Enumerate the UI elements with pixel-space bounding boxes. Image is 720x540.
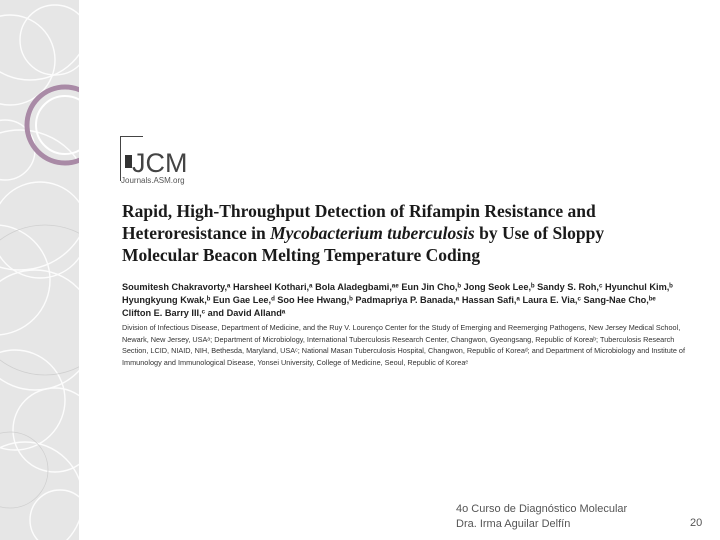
author-list <box>122 281 687 320</box>
slide-footer <box>456 502 627 532</box>
authors-line-3: Clifton E. Barry III,ᶜ and David Allandᵃ <box>122 308 286 318</box>
title-line-2-post: by Use of Sloppy <box>474 223 605 243</box>
decorative-sidebar <box>0 0 79 540</box>
footer-course: 4o Curso de Diagnóstico Molecular <box>456 503 628 515</box>
journal-logo-mark: JCM <box>132 148 188 178</box>
slide-number: 20 <box>690 517 703 529</box>
affiliations: Division of Infectious Disease, Department of Medicine, and the Ruy V. Lourenço Center for the Study of Emerging and Reemerging Pathogens, New Jersey Medical School, Newark, New Jersey, USAᵃ; Department of Microbiology, International Tuberculosis Research Center, Changwon, Gyeongsang, Republic of Koreaᵇ; Tuberculosis Research Section, LCID, NIAID, NIH, Bethesda, Maryland, USAᶜ; National Masan Tuberculosis Hospital, Changwon, Republic of Koreaᵈ; and Department of Microbiology and Institute of Immunology and Immunological Disease, Yonsei University, College of Medicine, Seoul, Republic of Koreaᵉ <box>122 323 686 367</box>
title-line-3: Molecular Beacon Melting Temperature Coding <box>122 245 481 265</box>
title-line-1: Rapid, High-Throughput Detection of Rifampin Resistance and <box>122 201 596 221</box>
swirl-pattern-icon <box>0 0 79 540</box>
article-title <box>122 200 682 266</box>
title-line-2-pre: Heteroresistance in <box>122 223 271 243</box>
footer-presenter: Dra. Irma Aguilar Delfín <box>456 518 571 530</box>
journal-logo <box>120 136 200 188</box>
journal-logo-url: Journals.ASM.org <box>121 176 185 185</box>
authors-line-2: Hyungkyung Kwak,ᵇ Eun Gae Lee,ᵈ Soo Hee Hwang,ᵇ Padmapriya P. Banada,ᵃ Hassan Safi,ᵃ Laura E. Via,ᶜ Sang-Nae Cho,ᵇᵉ <box>122 295 656 305</box>
title-line-2-species: Mycobacterium tuberculosis <box>270 223 475 243</box>
authors-line-1: Soumitesh Chakravorty,ᵃ Harsheel Kothari,ᵃ Bola Aladegbami,ᵃᵉ Eun Jin Cho,ᵇ Jong Seok Lee,ᵇ Sandy S. Roh,ᶜ Hyunchul Kim,ᵇ <box>122 282 673 292</box>
